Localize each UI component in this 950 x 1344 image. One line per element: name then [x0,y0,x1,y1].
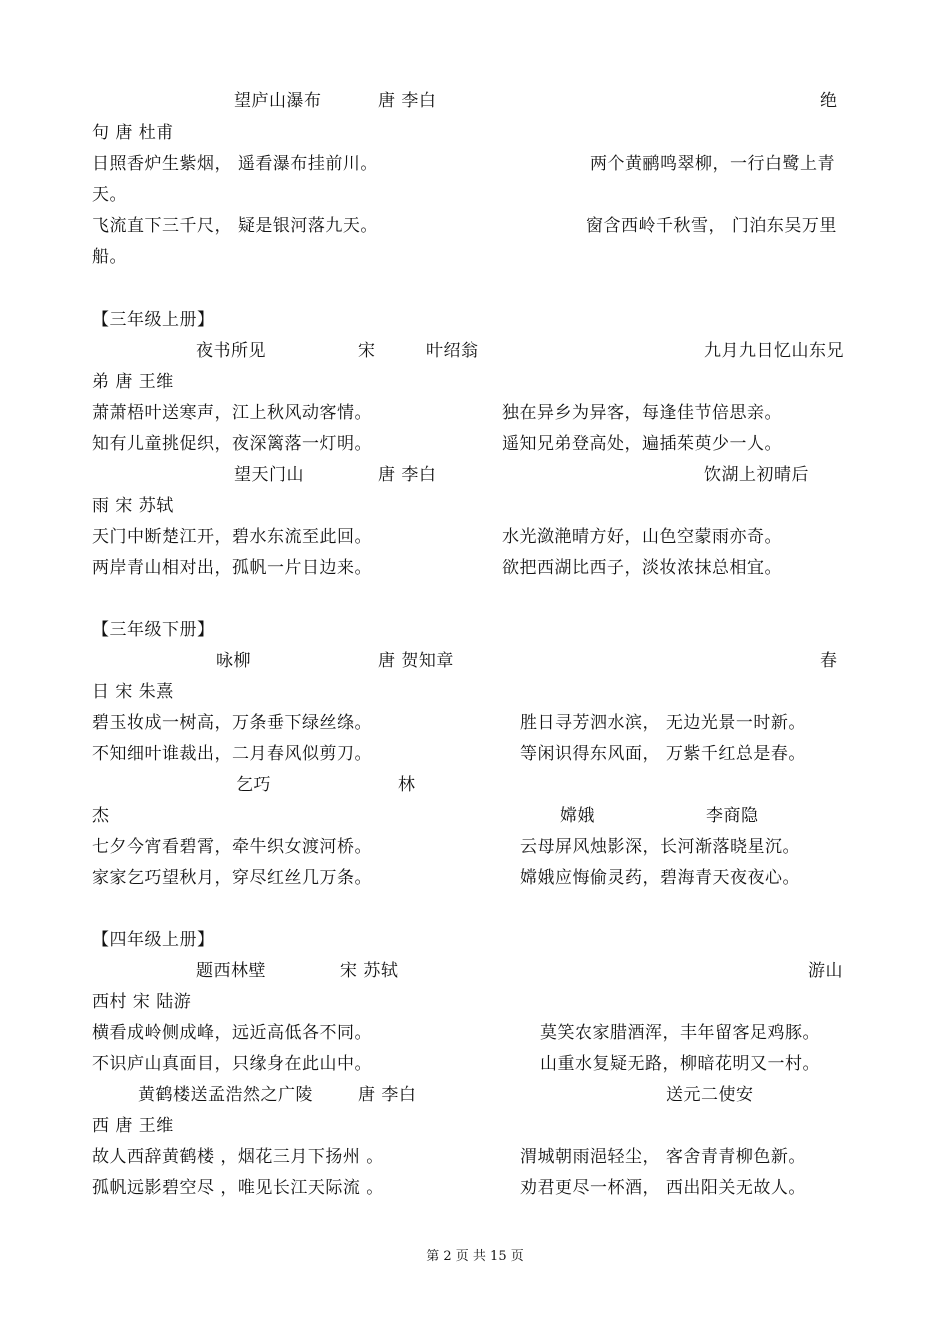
verse-line: 渭城朝雨浥轻尘， 客舍青青柳色新。 [520,1147,806,1167]
poem-author: 唐 贺知章 [378,651,454,671]
poem-title-line: 日 宋 朱熹 [92,682,174,702]
verse-line: 欲把西湖比西子，淡妆浓抹总相宜。 [502,558,782,578]
poem-dynasty: 宋 [358,341,376,361]
poem-title-start: 九月九日忆山东兄 [704,341,844,361]
verse-line: 碧玉妆成一树高，万条垂下绿丝绦。 [92,713,372,733]
poem-author: 叶绍翁 [426,341,479,361]
poem-title: 咏柳 [216,651,251,671]
verse-line: 水光潋滟晴方好，山色空蒙雨亦奇。 [502,527,782,547]
poem-title-jueju-start: 绝 [820,91,838,111]
poem-title-wanglushan: 望庐山瀑布 [234,91,322,111]
verse-line: 胜日寻芳泗水滨， 无边光景一时新。 [520,713,806,733]
poem-title-start: 饮湖上初晴后 [704,465,809,485]
verse-line: 云母屏风烛影深，长河渐落晓星沉。 [520,837,800,857]
verse-line: 七夕今宵看碧霄，牵牛织女渡河桥。 [92,837,372,857]
verse-line: 天。 [92,185,127,205]
poem-title-start: 游山 [808,961,843,981]
poem-title: 黄鹤楼送孟浩然之广陵 [138,1085,313,1105]
verse-line: 等闲识得东风面， 万紫千红总是春。 [520,744,806,764]
verse-line: 山重水复疑无路，柳暗花明又一村。 [540,1054,820,1074]
poem-title-start: 送元二使安 [666,1085,754,1105]
verse-line: 知有儿童挑促织，夜深篱落一灯明。 [92,434,372,454]
verse-line: 飞流直下三千尺， 疑是银河落九天。 [92,216,378,236]
poem-title-line: 西 唐 王维 [92,1116,174,1136]
poem-title: 夜书所见 [196,341,266,361]
verse-line: 莫笑农家腊酒浑，丰年留客足鸡豚。 [540,1023,820,1043]
verse-line: 不知细叶谁裁出，二月春风似剪刀。 [92,744,372,764]
poem-title-start: 春 [820,651,838,671]
section-heading: 【三年级上册】 [92,310,215,330]
verse-line: 嫦娥应悔偷灵药，碧海青天夜夜心。 [520,868,800,888]
verse-line: 遥知兄弟登高处，遍插茱萸少一人。 [502,434,782,454]
poem-author-libai: 唐 李白 [378,91,437,111]
verse-line: 不识庐山真面目，只缘身在此山中。 [92,1054,372,1074]
verse-line: 孤帆远影碧空尽 ，唯见长江天际流 。 [92,1178,384,1198]
verse-line: 萧萧梧叶送寒声，江上秋风动客情。 [92,403,372,423]
poem-title-jueju-line: 句 唐 杜甫 [92,123,174,143]
page-number-footer: 第 2 页 共 15 页 [426,1249,524,1264]
verse-line: 两岸青山相对出，孤帆一片日边来。 [92,558,372,578]
verse-line: 船。 [92,247,127,267]
poem-title-line: 西村 宋 陆游 [92,992,192,1012]
poem-title: 望天门山 [234,465,304,485]
poem-author: 宋 苏轼 [340,961,399,981]
verse-line: 窗含西岭千秋雪， 门泊东吴万里 [586,216,837,236]
verse-line: 故人西辞黄鹤楼 ，烟花三月下扬州 。 [92,1147,384,1167]
verse-line: 家家乞巧望秋月，穿尽红丝几万条。 [92,868,372,888]
poem-author: 唐 李白 [378,465,437,485]
poem-title-line: 弟 唐 王维 [92,372,174,392]
poem-author: 唐 李白 [358,1085,417,1105]
verse-line: 两个黄鹂鸣翠柳，一行白鹭上青 [590,154,835,174]
poem-author-end: 杰 [92,806,110,826]
section-heading: 【四年级上册】 [92,930,215,950]
poem-author-start: 林 [398,775,416,795]
poem-title-line: 雨 宋 苏轼 [92,496,174,516]
verse-line: 横看成岭侧成峰，远近高低各不同。 [92,1023,372,1043]
poem-author: 李商隐 [706,806,759,826]
section-heading: 【三年级下册】 [92,620,215,640]
poem-title: 题西林壁 [196,961,266,981]
verse-line: 独在异乡为异客，每逢佳节倍思亲。 [502,403,782,423]
verse-line: 日照香炉生紫烟， 遥看瀑布挂前川。 [92,154,378,174]
poem-title: 嫦娥 [560,806,595,826]
verse-line: 劝君更尽一杯酒， 西出阳关无故人。 [520,1178,806,1198]
poem-title: 乞巧 [236,775,271,795]
verse-line: 天门中断楚江开，碧水东流至此回。 [92,527,372,547]
